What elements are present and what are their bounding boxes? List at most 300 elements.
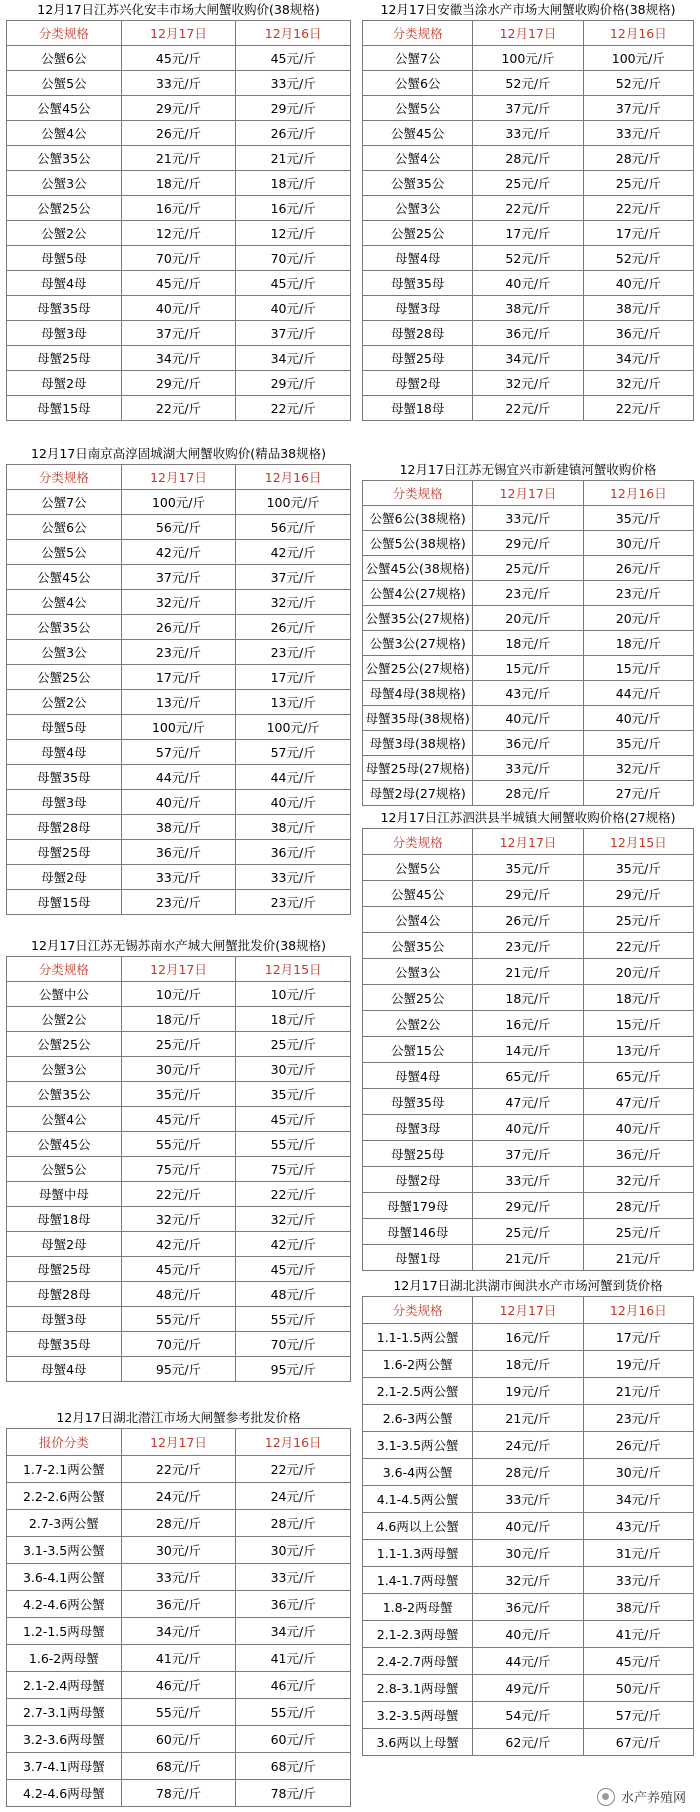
price-cell: 17元/斤 (473, 221, 583, 246)
price-cell: 55元/斤 (121, 1307, 236, 1332)
spec-cell: 公蟹45公 (363, 121, 473, 146)
price-cell: 45元/斤 (236, 1257, 351, 1282)
price-cell: 28元/斤 (583, 146, 693, 171)
spec-cell: 公蟹45公(38规格) (363, 556, 473, 581)
price-cell: 46元/斤 (236, 1672, 351, 1699)
price-cell: 32元/斤 (473, 1567, 583, 1594)
price-cell: 60元/斤 (236, 1726, 351, 1753)
price-cell: 22元/斤 (121, 396, 236, 421)
table-row (7, 640, 351, 665)
price-cell: 26元/斤 (583, 1432, 693, 1459)
price-cell: 36元/斤 (473, 321, 583, 346)
spec-cell: 母蟹4母(38规格) (363, 681, 473, 706)
price-cell: 23元/斤 (236, 890, 351, 915)
table-row (7, 790, 351, 815)
price-cell: 16元/斤 (236, 196, 351, 221)
table-header-row (7, 21, 351, 46)
price-cell: 36元/斤 (236, 840, 351, 865)
price-cell: 30元/斤 (583, 531, 693, 556)
price-cell: 18元/斤 (236, 1007, 351, 1032)
price-cell: 45元/斤 (121, 46, 236, 71)
price-cell: 23元/斤 (583, 1405, 693, 1432)
table-row (7, 1645, 351, 1672)
spec-cell: 3.7-4.1两母蟹 (7, 1753, 122, 1780)
spec-cell: 公蟹4公 (363, 907, 473, 933)
price-cell: 25元/斤 (583, 907, 693, 933)
table-header-row (363, 1297, 694, 1324)
table-row (7, 96, 351, 121)
price-cell: 25元/斤 (236, 1032, 351, 1057)
price-cell: 26元/斤 (473, 907, 583, 933)
table-row (7, 1672, 351, 1699)
table-row (363, 346, 694, 371)
price-cell: 12元/斤 (236, 221, 351, 246)
spec-cell: 3.6-4.1两公蟹 (7, 1564, 122, 1591)
spec-cell: 母蟹25母 (7, 840, 122, 865)
price-cell: 34元/斤 (583, 346, 693, 371)
spec-cell: 4.2-4.6两母蟹 (7, 1780, 122, 1807)
price-cell: 34元/斤 (121, 1618, 236, 1645)
spec-cell: 母蟹15母 (7, 396, 122, 421)
price-cell: 42元/斤 (236, 540, 351, 565)
spec-cell: 公蟹3公 (7, 640, 122, 665)
table-row (363, 1432, 694, 1459)
table-row (7, 171, 351, 196)
table-row (7, 271, 351, 296)
price-cell: 16元/斤 (121, 196, 236, 221)
spec-cell: 公蟹4公 (7, 1107, 122, 1132)
table-row (363, 1648, 694, 1675)
price-cell: 24元/斤 (236, 1483, 351, 1510)
table-row (7, 1007, 351, 1032)
price-cell: 33元/斤 (473, 121, 583, 146)
spec-cell: 3.6两以上母蟹 (363, 1729, 473, 1756)
watermark-text: 水产养殖网 (620, 1791, 686, 1806)
price-cell: 32元/斤 (121, 1207, 236, 1232)
price-cell: 29元/斤 (236, 96, 351, 121)
spec-cell: 母蟹3母 (363, 296, 473, 321)
spec-cell: 公蟹35公 (363, 171, 473, 196)
spec-cell: 1.1-1.5两公蟹 (363, 1324, 473, 1351)
table-row (7, 196, 351, 221)
price-cell: 32元/斤 (583, 756, 693, 781)
price-cell: 33元/斤 (121, 71, 236, 96)
spec-cell: 母蟹146母 (363, 1219, 473, 1245)
price-cell: 100元/斤 (473, 46, 583, 71)
header-cell: 12月17日 (121, 1429, 236, 1456)
table-header-row (7, 465, 351, 490)
spec-cell: 公蟹6公 (363, 71, 473, 96)
table-row (7, 1157, 351, 1182)
price-cell: 34元/斤 (236, 346, 351, 371)
table-row (363, 1219, 694, 1245)
table-row (7, 121, 351, 146)
table-title: 12月17日湖北洪湖市闽洪水产市场河蟹到货价格 (393, 1278, 663, 1293)
table-row (7, 1753, 351, 1780)
price-cell: 33元/斤 (473, 756, 583, 781)
price-cell: 38元/斤 (121, 815, 236, 840)
price-cell: 18元/斤 (121, 171, 236, 196)
price-cell: 26元/斤 (236, 121, 351, 146)
spec-cell: 公蟹4公 (7, 590, 122, 615)
table-row (363, 985, 694, 1011)
spec-cell: 2.6-3两公蟹 (363, 1405, 473, 1432)
price-cell: 65元/斤 (473, 1063, 583, 1089)
table-row (363, 1167, 694, 1193)
spec-cell: 公蟹4公 (363, 146, 473, 171)
price-cell: 37元/斤 (473, 96, 583, 121)
spec-cell: 3.2-3.6两母蟹 (7, 1726, 122, 1753)
price-cell: 21元/斤 (583, 1378, 693, 1405)
price-cell: 30元/斤 (473, 1540, 583, 1567)
spec-cell: 公蟹45公 (7, 96, 122, 121)
table-header-row (363, 829, 694, 855)
price-cell: 33元/斤 (121, 865, 236, 890)
spec-cell: 2.7-3.1两母蟹 (7, 1699, 122, 1726)
spec-cell: 母蟹28母 (363, 321, 473, 346)
table-row (363, 396, 694, 421)
price-cell: 26元/斤 (121, 121, 236, 146)
price-cell: 60元/斤 (121, 1726, 236, 1753)
price-cell: 38元/斤 (583, 296, 693, 321)
price-cell: 27元/斤 (583, 781, 693, 806)
price-cell: 45元/斤 (236, 271, 351, 296)
price-cell: 36元/斤 (121, 1591, 236, 1618)
price-cell: 32元/斤 (473, 371, 583, 396)
price-cell: 57元/斤 (121, 740, 236, 765)
header-cell: 分类规格 (363, 481, 473, 506)
table-row (363, 1193, 694, 1219)
spec-cell: 公蟹3公 (363, 196, 473, 221)
spec-cell: 母蟹18母 (363, 396, 473, 421)
price-cell: 21元/斤 (473, 1245, 583, 1271)
table-row (363, 371, 694, 396)
price-cell: 35元/斤 (583, 731, 693, 756)
table-row (363, 1729, 694, 1756)
price-cell: 28元/斤 (473, 781, 583, 806)
table-row (363, 1594, 694, 1621)
price-cell: 29元/斤 (121, 371, 236, 396)
price-cell: 26元/斤 (121, 615, 236, 640)
price-cell: 26元/斤 (236, 615, 351, 640)
price-cell: 18元/斤 (583, 631, 693, 656)
table-row (7, 1357, 351, 1382)
table-row (7, 1082, 351, 1107)
price-cell: 20元/斤 (473, 606, 583, 631)
table-row (7, 1257, 351, 1282)
table-row (363, 731, 694, 756)
price-cell: 40元/斤 (121, 296, 236, 321)
price-cell: 55元/斤 (236, 1132, 351, 1157)
price-cell: 23元/斤 (583, 581, 693, 606)
price-cell: 38元/斤 (583, 1594, 693, 1621)
spec-cell: 公蟹15公 (363, 1037, 473, 1063)
price-cell: 95元/斤 (236, 1357, 351, 1382)
price-cell: 36元/斤 (236, 1591, 351, 1618)
price-cell: 18元/斤 (583, 985, 693, 1011)
price-cell: 56元/斤 (121, 515, 236, 540)
price-cell: 37元/斤 (236, 565, 351, 590)
price-cell: 33元/斤 (473, 1486, 583, 1513)
price-cell: 25元/斤 (473, 1219, 583, 1245)
price-cell: 35元/斤 (473, 855, 583, 881)
price-cell: 52元/斤 (583, 246, 693, 271)
table-row (7, 615, 351, 640)
spec-cell: 公蟹3公(27规格) (363, 631, 473, 656)
table-row (363, 1063, 694, 1089)
price-table (362, 20, 694, 421)
price-cell: 34元/斤 (583, 1486, 693, 1513)
table-row (7, 146, 351, 171)
spec-cell: 3.1-3.5两公蟹 (7, 1537, 122, 1564)
table-block-sihong (362, 808, 694, 1271)
wechat-logo-icon (597, 1788, 615, 1806)
price-cell: 17元/斤 (236, 665, 351, 690)
table-row (363, 1245, 694, 1271)
price-cell: 15元/斤 (473, 656, 583, 681)
header-cell: 12月15日 (583, 829, 693, 855)
spec-cell: 公蟹25公 (7, 665, 122, 690)
header-cell: 12月16日 (236, 1429, 351, 1456)
price-cell: 100元/斤 (121, 715, 236, 740)
table-row (7, 296, 351, 321)
spec-cell: 公蟹3公 (363, 959, 473, 985)
spec-cell: 公蟹5公 (7, 71, 122, 96)
price-cell: 30元/斤 (121, 1537, 236, 1564)
price-cell: 43元/斤 (583, 1513, 693, 1540)
spec-cell: 母蟹25母 (363, 346, 473, 371)
spec-cell: 2.2-2.6两公蟹 (7, 1483, 122, 1510)
table-row (7, 371, 351, 396)
price-cell: 25元/斤 (583, 1219, 693, 1245)
table-title: 12月17日江苏兴化安丰市场大闸蟹收购价(38规格) (37, 2, 320, 17)
price-cell: 36元/斤 (583, 1141, 693, 1167)
table-row (363, 1089, 694, 1115)
price-cell: 33元/斤 (583, 1567, 693, 1594)
price-cell: 49元/斤 (473, 1675, 583, 1702)
table-block-yixing (362, 460, 694, 806)
table-row (7, 515, 351, 540)
price-cell: 33元/斤 (473, 1167, 583, 1193)
table-block-qianjiang (6, 1408, 351, 1807)
table-row (363, 631, 694, 656)
price-cell: 78元/斤 (121, 1780, 236, 1807)
price-cell: 21元/斤 (473, 1405, 583, 1432)
price-cell: 65元/斤 (583, 1063, 693, 1089)
spec-cell: 公蟹5公 (363, 96, 473, 121)
price-cell: 52元/斤 (473, 246, 583, 271)
spec-cell: 母蟹25母(27规格) (363, 756, 473, 781)
header-cell: 12月17日 (473, 21, 583, 46)
price-cell: 32元/斤 (121, 590, 236, 615)
price-cell: 34元/斤 (121, 346, 236, 371)
spec-cell: 母蟹5母 (7, 715, 122, 740)
price-cell: 20元/斤 (583, 606, 693, 631)
price-cell: 21元/斤 (121, 146, 236, 171)
header-cell: 分类规格 (7, 465, 122, 490)
price-cell: 14元/斤 (473, 1037, 583, 1063)
table-row (363, 606, 694, 631)
price-cell: 22元/斤 (583, 196, 693, 221)
table-row (7, 765, 351, 790)
table-row (363, 1459, 694, 1486)
price-cell: 29元/斤 (121, 96, 236, 121)
spec-cell: 母蟹4母 (363, 246, 473, 271)
price-cell: 26元/斤 (583, 556, 693, 581)
table-row (363, 1513, 694, 1540)
spec-cell: 2.4-2.7两母蟹 (363, 1648, 473, 1675)
table-row (363, 706, 694, 731)
spec-cell: 公蟹25公 (363, 221, 473, 246)
spec-cell: 母蟹35母 (363, 1089, 473, 1115)
table-row (363, 1115, 694, 1141)
price-cell: 38元/斤 (473, 296, 583, 321)
spec-cell: 公蟹35公 (7, 615, 122, 640)
table-row (7, 690, 351, 715)
price-cell: 47元/斤 (473, 1089, 583, 1115)
price-cell: 22元/斤 (583, 396, 693, 421)
spec-cell: 母蟹28母 (7, 815, 122, 840)
price-table (362, 1296, 694, 1756)
spec-cell: 公蟹7公 (7, 490, 122, 515)
price-cell: 34元/斤 (473, 346, 583, 371)
table-row (363, 907, 694, 933)
price-cell: 44元/斤 (121, 765, 236, 790)
table-row (363, 71, 694, 96)
price-cell: 17元/斤 (121, 665, 236, 690)
table-row (7, 321, 351, 346)
price-cell: 29元/斤 (473, 881, 583, 907)
spec-cell: 公蟹25公 (7, 1032, 122, 1057)
price-cell: 22元/斤 (236, 1456, 351, 1483)
table-row (363, 656, 694, 681)
price-cell: 17元/斤 (583, 221, 693, 246)
spec-cell: 母蟹25母 (7, 1257, 122, 1282)
price-cell: 23元/斤 (121, 640, 236, 665)
spec-cell: 母蟹2母 (7, 371, 122, 396)
price-cell: 25元/斤 (473, 171, 583, 196)
price-cell: 32元/斤 (236, 1207, 351, 1232)
table-row (363, 1486, 694, 1513)
spec-cell: 2.1-2.3两母蟹 (363, 1621, 473, 1648)
table-row (7, 1282, 351, 1307)
table-row (363, 1324, 694, 1351)
price-cell: 22元/斤 (236, 396, 351, 421)
spec-cell: 母蟹2母(27规格) (363, 781, 473, 806)
spec-cell: 母蟹35母 (7, 1332, 122, 1357)
header-cell: 分类规格 (7, 21, 122, 46)
table-row (363, 531, 694, 556)
spec-cell: 2.1-2.4两母蟹 (7, 1672, 122, 1699)
price-table (6, 956, 351, 1382)
price-cell: 100元/斤 (121, 490, 236, 515)
price-cell: 45元/斤 (121, 1257, 236, 1282)
table-row (7, 1032, 351, 1057)
price-cell: 22元/斤 (121, 1456, 236, 1483)
price-cell: 24元/斤 (121, 1483, 236, 1510)
price-table (6, 20, 351, 421)
price-cell: 48元/斤 (121, 1282, 236, 1307)
table-row (363, 221, 694, 246)
table-row (363, 756, 694, 781)
table-title: 12月17日江苏泗洪县半城镇大闸蟹收购价格(27规格) (380, 810, 676, 825)
spec-cell: 母蟹28母 (7, 1282, 122, 1307)
price-cell: 32元/斤 (583, 371, 693, 396)
spec-cell: 母蟹3母 (7, 790, 122, 815)
table-row (7, 1618, 351, 1645)
price-cell: 40元/斤 (583, 271, 693, 296)
price-cell: 37元/斤 (236, 321, 351, 346)
price-cell: 31元/斤 (583, 1540, 693, 1567)
price-cell: 52元/斤 (473, 71, 583, 96)
price-cell: 32元/斤 (236, 590, 351, 615)
price-cell: 28元/斤 (473, 1459, 583, 1486)
table-row (363, 1540, 694, 1567)
price-table (6, 1428, 351, 1807)
price-cell: 40元/斤 (583, 706, 693, 731)
price-table (362, 828, 694, 1271)
table-block-gaochun (6, 444, 351, 915)
spec-cell: 4.6两以上公蟹 (363, 1513, 473, 1540)
spec-cell: 母蟹1母 (363, 1245, 473, 1271)
price-cell: 33元/斤 (236, 865, 351, 890)
price-cell: 40元/斤 (473, 1621, 583, 1648)
price-cell: 13元/斤 (121, 690, 236, 715)
price-cell: 22元/斤 (121, 1182, 236, 1207)
price-cell: 48元/斤 (236, 1282, 351, 1307)
price-cell: 33元/斤 (583, 121, 693, 146)
price-cell: 22元/斤 (583, 933, 693, 959)
price-cell: 10元/斤 (236, 982, 351, 1007)
spec-cell: 母蟹3母 (7, 1307, 122, 1332)
table-row (7, 565, 351, 590)
price-cell: 36元/斤 (121, 840, 236, 865)
table-title: 12月17日湖北潜江市场大闸蟹参考批发价格 (56, 1410, 301, 1425)
table-header-row (363, 21, 694, 46)
price-cell: 28元/斤 (583, 1193, 693, 1219)
table-row (7, 1232, 351, 1257)
price-cell: 23元/斤 (236, 640, 351, 665)
spec-cell: 2.8-3.1两母蟹 (363, 1675, 473, 1702)
price-cell: 29元/斤 (473, 531, 583, 556)
table-row (7, 221, 351, 246)
spec-cell: 1.6-2两公蟹 (363, 1351, 473, 1378)
spec-cell: 母蟹179母 (363, 1193, 473, 1219)
spec-cell: 母蟹2母 (363, 371, 473, 396)
spec-cell: 公蟹45公 (7, 1132, 122, 1157)
table-title: 12月17日江苏无锡苏南水产城大闸蟹批发价(38规格) (31, 938, 326, 953)
price-cell: 40元/斤 (236, 790, 351, 815)
spec-cell: 公蟹2公 (363, 1011, 473, 1037)
header-cell: 12月17日 (473, 1297, 583, 1324)
price-cell: 18元/斤 (473, 1351, 583, 1378)
header-cell: 12月17日 (121, 21, 236, 46)
table-row (7, 71, 351, 96)
table-row (7, 346, 351, 371)
table-row (7, 1456, 351, 1483)
header-cell: 分类规格 (7, 957, 122, 982)
spec-cell: 公蟹5公 (363, 855, 473, 881)
price-cell: 12元/斤 (121, 221, 236, 246)
spec-cell: 公蟹45公 (7, 565, 122, 590)
spec-cell: 3.6-4两公蟹 (363, 1459, 473, 1486)
price-cell: 22元/斤 (473, 196, 583, 221)
price-cell: 10元/斤 (121, 982, 236, 1007)
price-cell: 55元/斤 (236, 1699, 351, 1726)
price-cell: 23元/斤 (473, 933, 583, 959)
price-cell: 45元/斤 (121, 271, 236, 296)
price-cell: 55元/斤 (121, 1699, 236, 1726)
